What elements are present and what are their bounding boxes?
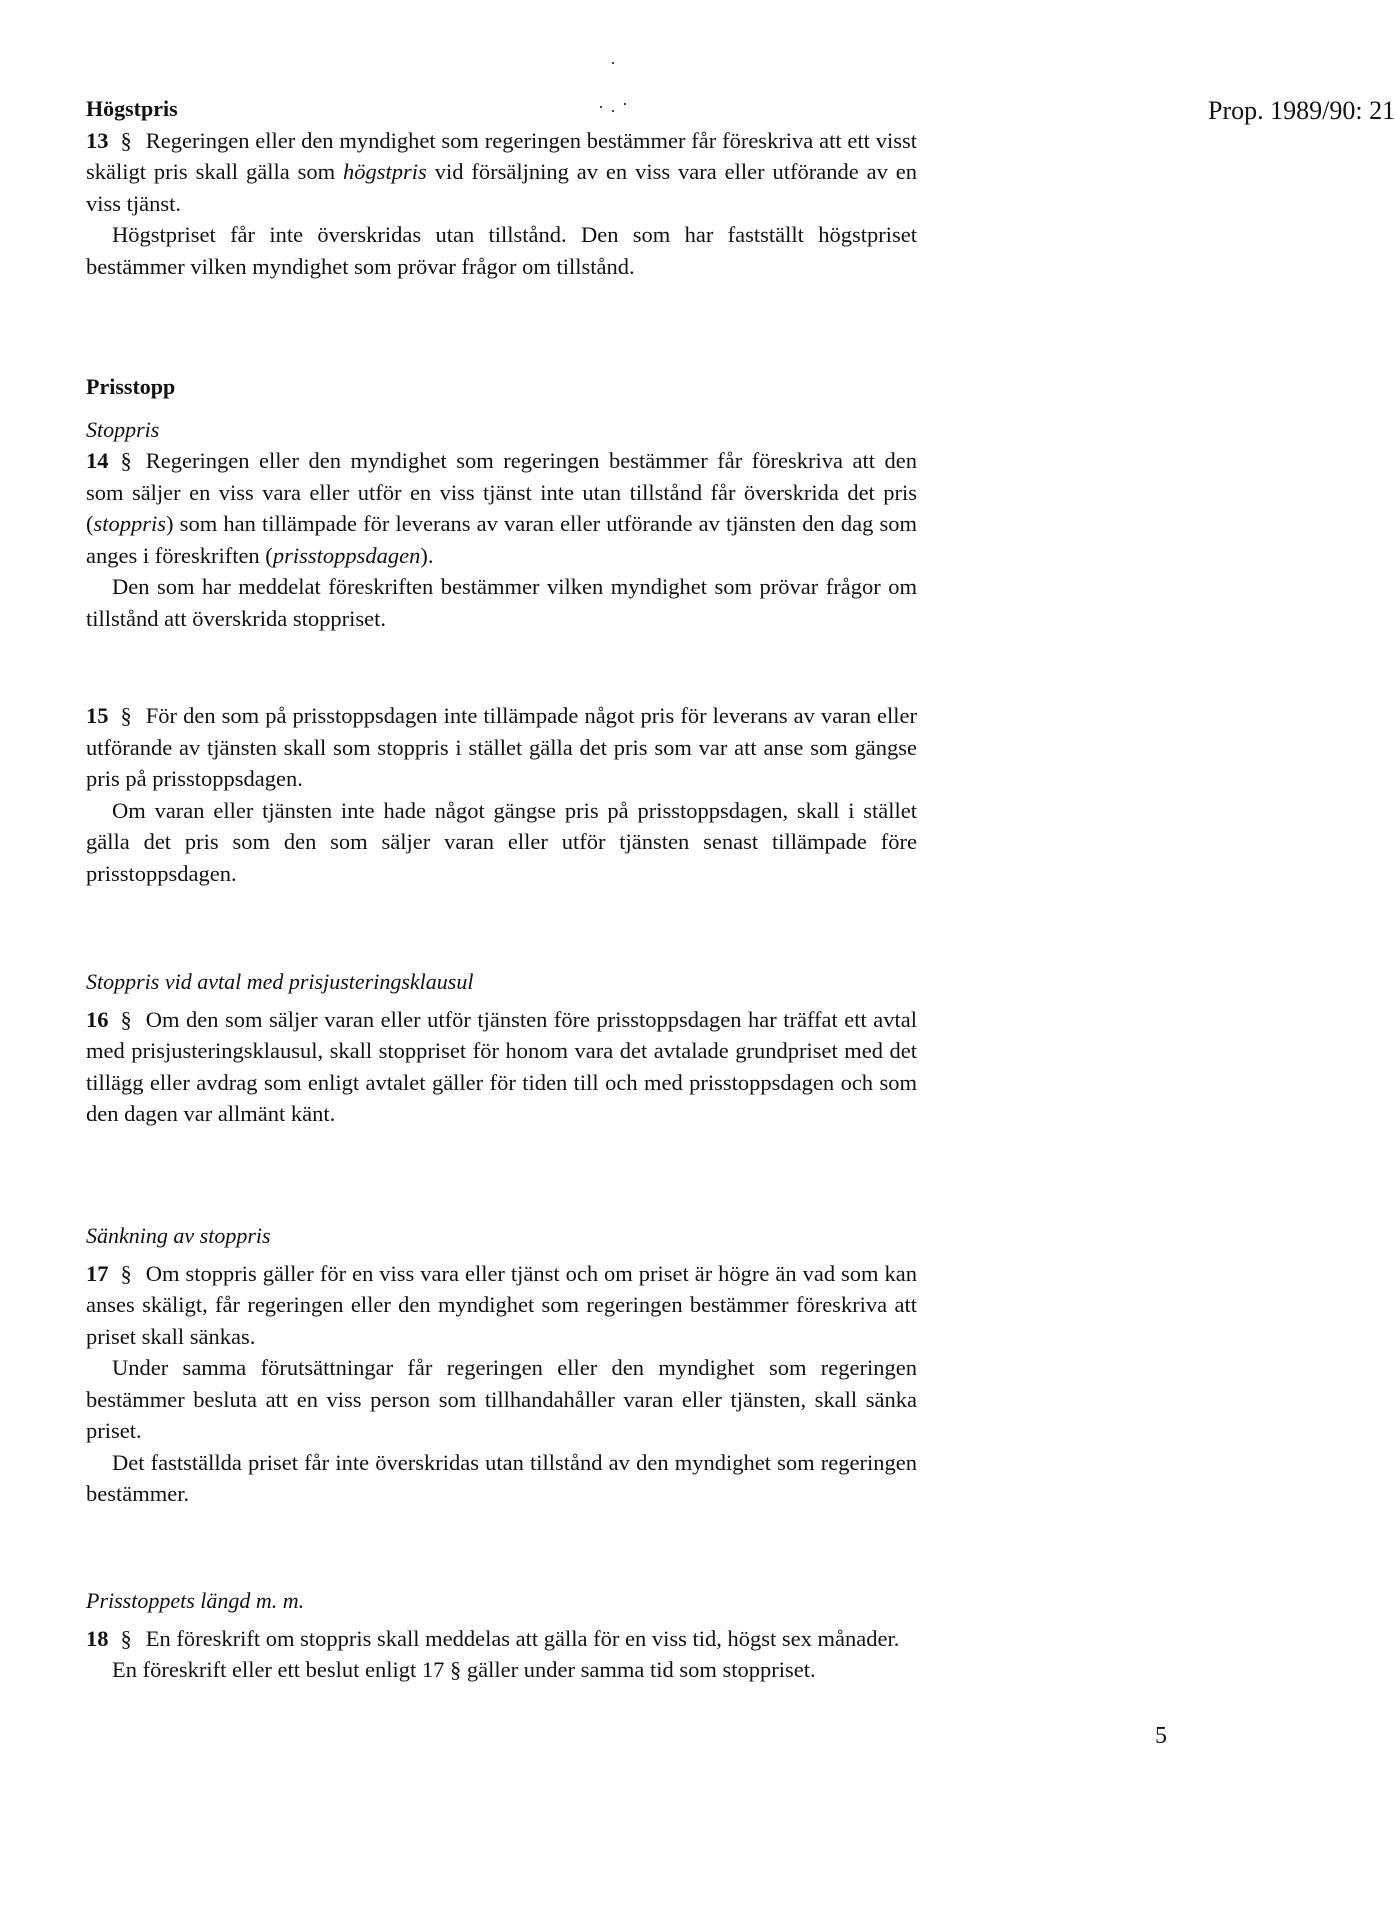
section-17: [86, 1220, 917, 1510]
paragraph: [86, 445, 917, 571]
paragraph: [86, 1004, 917, 1130]
section-16: [86, 966, 917, 1130]
paragraph: Högstpriset får inte överskridas utan tillstånd. Den som har fastställt högstpriset bestämmer vilken myndighet som prövar frågor om tillstånd.: [86, 222, 917, 279]
section-sign: §: [120, 1625, 132, 1651]
paragraph-text: vid försäljning av en viss vara eller utförande av en viss tjänst.: [86, 159, 917, 216]
section-15: [86, 700, 917, 889]
section-subheading: Sänkning av stoppris: [86, 1223, 271, 1248]
section-sign: §: [120, 1260, 132, 1286]
document-reference: Prop. 1989/90: 21: [1208, 96, 1395, 125]
section-sign: §: [120, 448, 132, 473]
paragraph-text: ) som han tillämpade för leverans av varan eller utförande av tjänsten den dag som anges i föreskriften (: [86, 511, 917, 568]
section-number: 16: [86, 1006, 109, 1032]
paragraph: Under samma förutsättningar får regeringen eller den myndighet som regeringen bestämmer besluta att en viss person som tillhandahåller varan eller tjänsten, skall sänka priset.: [86, 1355, 917, 1443]
section-number: 14: [86, 448, 109, 473]
paragraph-text: Regeringen eller den myndighet som regeringen bestämmer får föreskriva att den som säljer en viss vara eller utför en viss tjänst inte utan tillstånd får överskrida det pris (: [86, 448, 917, 536]
emphasized-term: stoppris: [93, 511, 167, 536]
section-number: 15: [86, 703, 109, 728]
paragraph-text: För den som på prisstoppsdagen inte tillämpade något pris för leverans av varan eller utförande av tjänsten skall som stoppris i stället gälla det pris som var att anse som gängse pris på prisstoppsdagen.: [86, 703, 917, 791]
emphasized-term: högstpris: [343, 159, 427, 184]
section-heading: Högstpris: [86, 96, 178, 121]
paragraph-text: Regeringen eller den myndighet som regeringen bestämmer får föreskriva att ett visst skäligt pris skall gälla som: [86, 127, 917, 184]
paragraph: [86, 700, 917, 795]
section-subheading: Prisstoppets längd m. m.: [86, 1588, 305, 1613]
paragraph-text: Om den som säljer varan eller utför tjänsten före prisstoppsdagen har träffat ett avtal med prisjusteringsklausul, skall stoppriset för honom vara det avtalade grundpriset med det tillägg eller avdrag som enligt avtalet gäller för tiden till och med prisstoppsdagen och som den dagen var allmänt känt.: [86, 1006, 917, 1126]
emphasized-term: prisstoppsdagen: [272, 542, 421, 568]
section-sign: §: [120, 703, 132, 728]
section-sign: §: [120, 1006, 132, 1032]
paragraph: Det fastställda priset får inte överskridas utan tillstånd av den myndighet som regeringen bestämmer.: [86, 1449, 917, 1506]
paragraph-text: En föreskrift om stoppris skall meddelas att gälla för en viss tid, högst sex månader.: [145, 1625, 900, 1651]
section-number: 18: [86, 1625, 109, 1651]
section-subheading: Stoppris: [86, 416, 160, 442]
section-number: 17: [86, 1260, 109, 1286]
paragraph: [86, 1258, 917, 1353]
section-sign: §: [120, 127, 132, 153]
paragraph: [86, 125, 917, 220]
paragraph: [86, 1623, 917, 1655]
section-13: [86, 93, 917, 282]
section-18: [86, 1585, 917, 1686]
paragraph-text: ).: [420, 542, 434, 568]
chapter-heading: Prisstopp: [86, 374, 176, 399]
scan-speck: [612, 62, 614, 64]
paragraph: Om varan eller tjänsten inte hade något gängse pris på prisstoppsdagen, skall i stället gälla det pris som den som säljer varan eller utför tjänsten senast tillämpade före prisstoppsdagen.: [86, 797, 917, 886]
paragraph: En föreskrift eller ett beslut enligt 17 § gäller under samma tid som stoppriset.: [112, 1657, 816, 1682]
page-number: 5: [1155, 1723, 1167, 1749]
paragraph-text: Om stoppris gäller för en viss vara eller tjänst och om priset är högre än vad som kan anses skäligt, får regeringen eller den myndighet som regeringen bestämmer föreskriva att priset skall sänkas.: [86, 1260, 917, 1349]
paragraph: Den som har meddelat föreskriften bestämmer vilken myndighet som prövar frågor om tillstånd att överskrida stoppriset.: [86, 574, 917, 631]
section-subheading: Stoppris vid avtal med prisjusteringsklausul: [86, 969, 474, 994]
section-14: [86, 371, 917, 634]
section-number: 13: [86, 127, 109, 153]
